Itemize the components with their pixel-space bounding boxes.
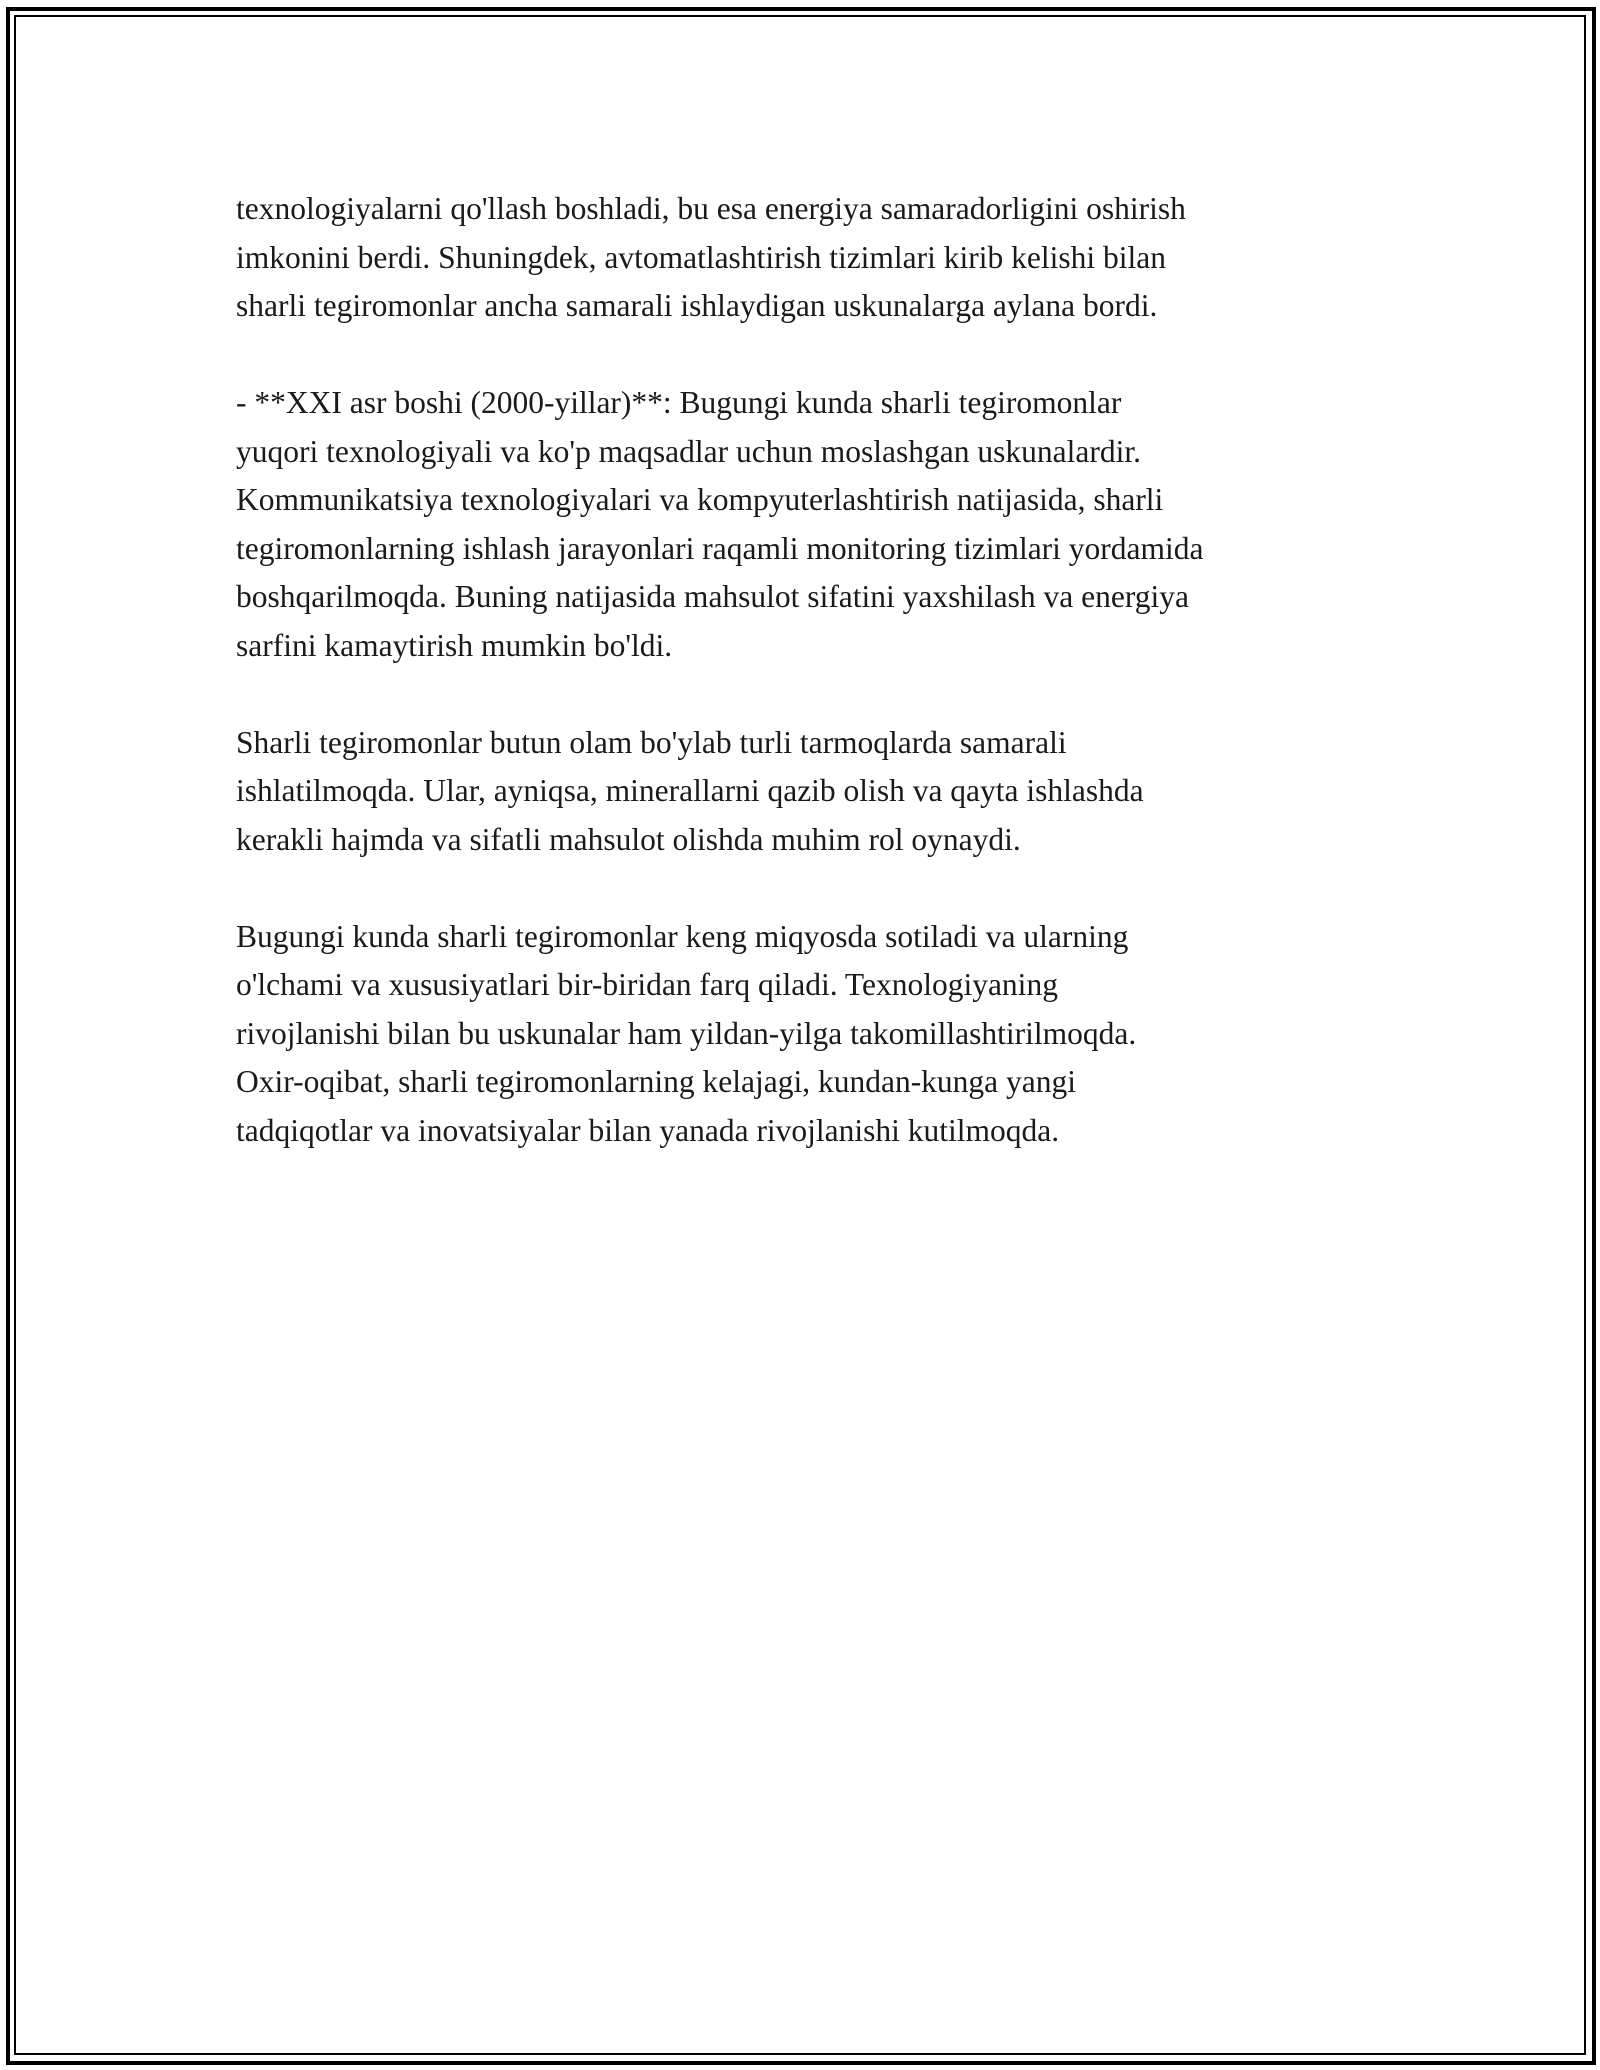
- text-line: ishlatilmoqda. Ular, ayniqsa, minerallarni qazib olish va qayta ishlashda: [236, 773, 1144, 808]
- text-line: - **XXI asr boshi (2000-yillar)**: Bugungi kunda sharli tegiromonlar: [236, 385, 1122, 420]
- text-line: texnologiyalarni qo'llash boshladi, bu esa energiya samaradorligini oshirish: [236, 191, 1186, 226]
- text-line: Kommunikatsiya texnologiyalari va kompyuterlashtirish natijasida, sharli: [236, 482, 1164, 517]
- text-line: tadqiqotlar va inovatsiyalar bilan yanada rivojlanishi kutilmoqda.: [236, 1112, 1060, 1148]
- document-body: [236, 185, 1396, 1204]
- text-line: yuqori texnologiyali va ko'p maqsadlar uchun moslashgan uskunalardir.: [236, 433, 1141, 469]
- paragraph-1: [236, 185, 1396, 331]
- text-line: sarfini kamaytirish mumkin bo'ldi.: [236, 627, 673, 663]
- text-line: Sharli tegiromonlar butun olam bo'ylab turli tarmoqlarda samarali: [236, 724, 1067, 760]
- paragraph-3: [236, 719, 1396, 865]
- text-line: sharli tegiromonlar ancha samarali ishlaydigan uskunalarga aylana bordi.: [236, 288, 1158, 323]
- text-line: rivojlanishi bilan bu uskunalar ham yildan-yilga takomillashtirilmoqda.: [236, 1015, 1137, 1051]
- text-line: kerakli hajmda va sifatli mahsulot olishda muhim rol oynaydi.: [236, 821, 1021, 857]
- paragraph-2: [236, 379, 1396, 670]
- text-line: imkonini berdi. Shuningdek, avtomatlashtirish tizimlari kirib kelishi bilan: [236, 239, 1167, 275]
- text-line: o'lchami va xususiyatlari bir-biridan farq qiladi. Texnologiyaning: [236, 967, 1058, 1002]
- paragraph-4: [236, 913, 1396, 1156]
- text-line: Bugungi kunda sharli tegiromonlar keng miqyosda sotiladi va ularning: [236, 918, 1129, 954]
- text-line: boshqarilmoqda. Buning natijasida mahsulot sifatini yaxshilash va energiya: [236, 579, 1189, 614]
- text-line: tegiromonlarning ishlash jarayonlari raqamli monitoring tizimlari yordamida: [236, 530, 1204, 566]
- text-line: Oxir-oqibat, sharli tegiromonlarning kelajagi, kundan-kunga yangi: [236, 1064, 1077, 1099]
